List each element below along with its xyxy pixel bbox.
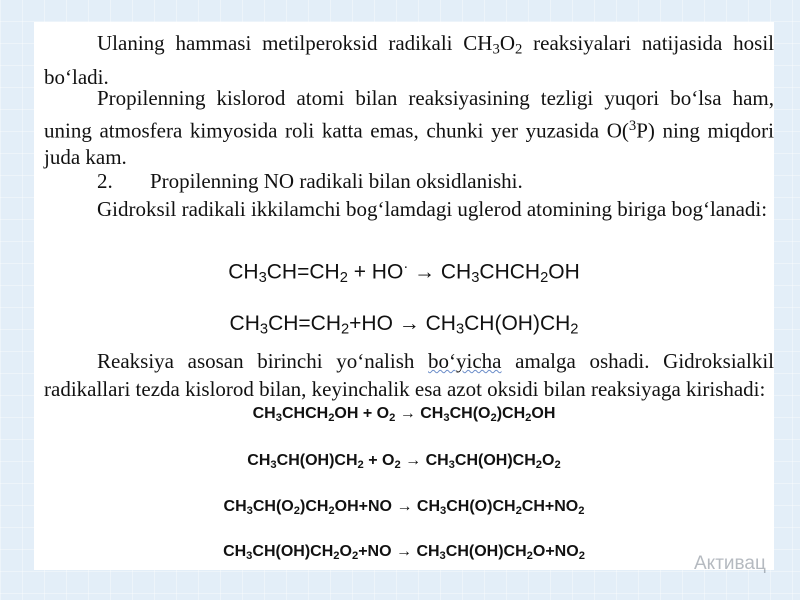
eq4-sub: 3 (448, 458, 455, 471)
eq1-sub: 2 (540, 270, 549, 287)
equation-2 (34, 312, 774, 338)
eq3-part: OH (531, 405, 556, 422)
eq1-radical-dot: · (403, 259, 409, 275)
equation-5 (34, 498, 774, 517)
eq6-part: CH(OH)CH (252, 543, 334, 560)
eq4-part: + O (363, 452, 395, 469)
eq2-sub: 2 (341, 321, 350, 338)
eq6-part: O+NO (532, 543, 579, 560)
eq3-part: CHCH (281, 405, 329, 422)
paragraph-3: Gidroksil radikali ikkilamchi bog‘lamdagi uglerod atomining biriga bog‘lanadi: (97, 197, 768, 221)
heading-text: Propilenning NO radikali bilan oksidlanishi. (150, 169, 523, 193)
para1-sub-a: 3 (492, 41, 500, 58)
eq4-sub: 2 (535, 458, 543, 471)
eq1-part: OH (548, 260, 580, 284)
eq1-part: + HO (347, 260, 404, 284)
eq1-part: CHCH (479, 260, 541, 284)
eq4-sub: 2 (394, 458, 401, 471)
eq2-part: +HO (349, 312, 393, 335)
eq3-sub: 3 (275, 411, 282, 424)
eq4-part: CH(OH)CH (454, 452, 536, 469)
eq3-part: )CH (496, 405, 526, 422)
eq1-sub: 3 (258, 270, 267, 287)
eq3-sub: 3 (443, 411, 450, 424)
equation-4 (34, 452, 774, 471)
eq6-sub: 3 (439, 549, 446, 562)
document-page (34, 22, 774, 570)
reaction-arrow: → (400, 452, 426, 469)
para2-text-a: Propilenning kislorod atomi bilan reaksiyasining tezligi yuqori bo‘lsa ham, uning atmosfera kimyosida roli katta emas, chunki yer yuzasida O( (44, 86, 774, 142)
section-heading (44, 168, 774, 196)
eq4-part: O (542, 452, 555, 469)
para1-text-c: reaksiyalari natijasida hosil bo‘ladi. (44, 31, 774, 90)
eq4-sub: 2 (554, 458, 561, 471)
eq4-sub: 2 (357, 458, 364, 471)
reaction-arrow: → (392, 312, 426, 335)
eq5-part: CH+NO (521, 498, 579, 515)
eq3-sub: 2 (389, 411, 396, 424)
para4-text-b: amalga oshadi. Gidroksialkil radikallari tezda kislorod bilan, keyinchalik esa azot oksidi bilan reaksiyaga kirishadi: (44, 349, 774, 401)
para2-sup-a: 3 (628, 117, 637, 134)
equation-1 (34, 259, 774, 286)
eq6-sub: 3 (246, 549, 253, 562)
eq3-part: CH (420, 405, 444, 422)
eq5-sub: 2 (293, 504, 300, 517)
reaction-arrow: → (408, 260, 441, 284)
eq1-part: CH (440, 260, 472, 284)
eq2-sub: 2 (570, 321, 579, 338)
eq4-sub: 3 (270, 458, 277, 471)
para1-sub-b: 2 (514, 41, 523, 58)
activation-watermark: Активац (694, 553, 766, 574)
eq2-part: CH (425, 312, 456, 335)
eq1-part: CH=CH (266, 260, 340, 284)
eq2-sub: 3 (455, 321, 465, 338)
eq6-sub: 2 (526, 549, 533, 562)
heading-number: 2. (97, 169, 113, 193)
paragraph-1 (44, 30, 774, 92)
eq5-sub: 2 (328, 504, 335, 517)
eq1-sub: 2 (339, 270, 348, 287)
reaction-arrow: → (392, 498, 417, 515)
eq5-sub: 2 (515, 504, 522, 517)
eq3-sub: 2 (490, 411, 497, 424)
spellcheck-underlined-word: bo‘yicha (428, 349, 502, 373)
eq2-part: CH=CH (268, 312, 341, 335)
eq2-part: CH (229, 312, 260, 335)
para1-text-a: Ulaning hammasi metilperoksid radikali CH (97, 31, 493, 55)
eq1-part: CH (228, 260, 259, 284)
eq1-sub: 3 (471, 270, 480, 287)
eq6-part: O (339, 543, 352, 560)
eq3-sub: 2 (328, 411, 335, 424)
eq6-part: CH(OH)CH (445, 543, 527, 560)
equation-3 (34, 405, 774, 424)
equation-6 (34, 543, 774, 562)
eq2-sub: 3 (259, 321, 269, 338)
reaction-arrow: → (391, 543, 417, 560)
eq5-sub: 2 (578, 504, 585, 517)
eq3-part: CH(O (449, 405, 491, 422)
paragraph-4 (44, 348, 774, 403)
eq5-part: )CH (299, 498, 329, 515)
para4-text-a: Reaksiya asosan birinchi yo‘nalish (97, 349, 429, 373)
eq6-part: +NO (358, 543, 392, 560)
eq5-part: CH (416, 498, 440, 515)
eq5-sub: 3 (440, 504, 447, 517)
eq4-part: CH (425, 452, 449, 469)
eq4-part: CH (247, 452, 271, 469)
para1-text-b: O (499, 31, 515, 55)
eq6-sub: 2 (351, 549, 359, 562)
reaction-arrow: → (395, 405, 421, 422)
eq4-part: CH(OH)CH (276, 452, 358, 469)
eq6-part: CH (416, 543, 440, 560)
eq6-sub: 2 (333, 549, 340, 562)
paragraph-2 (44, 85, 774, 172)
eq5-part: CH(O (252, 498, 294, 515)
eq5-part: CH(O)CH (446, 498, 516, 515)
para2-text-b: P) ning miqdori juda kam. (44, 117, 774, 170)
eq6-sub: 2 (578, 549, 585, 562)
eq6-part: CH (223, 543, 247, 560)
eq3-part: OH + O (334, 405, 390, 422)
eq3-sub: 2 (525, 411, 532, 424)
eq3-part: CH (252, 405, 276, 422)
eq5-part: CH (223, 498, 247, 515)
eq5-part: OH+NO (334, 498, 392, 515)
eq2-part: CH(OH)CH (464, 312, 571, 335)
eq5-sub: 3 (246, 504, 253, 517)
